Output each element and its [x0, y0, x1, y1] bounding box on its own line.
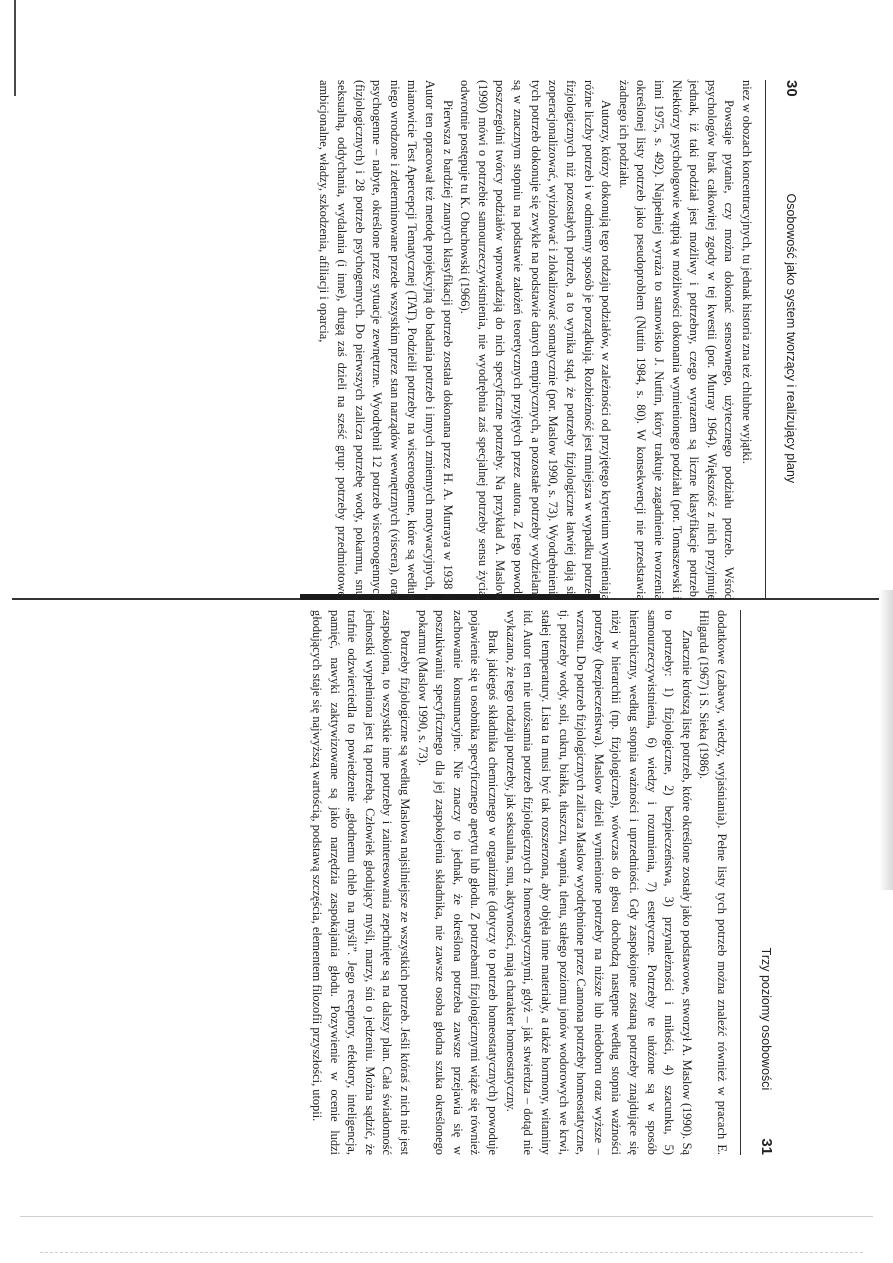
paragraph: Powstaje pytanie, czy można dokonać sensownego, użytecznego podziału potrzeb. Wśród psychologów brak całkowitej zgody w tej kwestii (por. Murray 1964). Większość z nich przyjmuje jednak, iż taki podział jest możliwy i potrzebny, czego wyrazem są liczne klasyfikacje potrzeb. Niektórzy psychologowie wątpią w możliwości dokonania wymienionego podziału (por. Tomaszewski i inni 1975, s. 492). Najpełniej wyraża to stanowisko J. Nuttin, który traktuje zagadnienie tworzenia określonej listy potrzeb jako pseudoproblem (Nuttin 1984, s. 80). W konsekwencji nie przedstawia żadnego ich podziału. [616, 80, 737, 600]
scan-edge-dashes [40, 1252, 863, 1253]
paragraph: Potrzeby fizjologiczne są według Maslowa najsilniejsze ze wszystkich potrzeb. Jeśli któraś z nich nie jest zaspokojona, to wszystkie inne potrzeby i zainteresowania zepchnięte są na dalszy plan. Cała świadomość jednostki wypełniona jest tą potrzebą. Człowiek głodujący myśli, marzy, śni o jedzeniu. Można sądzić, że trafnie odzwierciedla to powiedzenie „głodnemu chleb na myśli”. Jego receptory, efektory, inteligencja, pamięć, nawyki zaktywizowane są jako narzędzia zaspokajania głodu. Pozywienie w ocenie ludzi głodujących staje się najwyższą wartością, podstawą szczęścia, elementem filozofii przyszłości, utopii. [309, 610, 413, 1155]
right-page-text [307, 610, 730, 1155]
paragraph: Znacznie krótszą listę potrzeb, które określone zostały jako podstawowe, stworzył A. Maslow (1990). Są to potrzeby: 1) fizjologiczne, 2) bezpieczeństwa, 3) przynależności i miłości, 4) szacunku, 5) samourzeczywistnienia, 6) wiedzy i rozumienia, 7) estetyczne. Potrzeby te ułożone są w sposób hierarchiczny, według stopnia ważności i uprzedniości. Gdy zaspokojone zostaną potrzeby znajdujące się niżej w hierarchii (np. fizjologiczne), wówczas do głosu dochodzą następne według stopnia ważności potrzeby (bezpieczeństwa). Maslow dzieli wymienione potrzeby na niższe lub niedoboru oraz wyższe – wzrostu. Do potrzeb fizjologicznych zalicza Maslow wyodrębnione przez Cannona potrzeby homeostatyczne, tj. potrzeby wody, soli, cukru, białka, tłuszczu, wapnia, tlenu, stałego poziomu jonów wodorowych we krwi, stałej temperatury. Lista ta musi być tak rozszerzona, aby objęła inne materiały, a także hormony, witaminy itd. Autor ten nie utożsamia potrzeb fizjologicznych z homeostatycznymi, gdyż – jak stwierdza – dotąd nie wykazano, że tego rodzaju potrzeby, jak seksualna, snu, aktywności, mają charakter homeostatyczny. [503, 610, 694, 1155]
scan-edge-bottom [20, 1216, 873, 1217]
right-running-title: Trzy poziomy osobowości [759, 947, 773, 1091]
right-page-number: 31 [758, 1138, 775, 1155]
paragraph: niez w obozach koncentracyjnych, tu jednak historia zna też chlubne wyjątki. [740, 80, 754, 464]
paragraph: dodatkowe (zabawy, wiedzy, wyjaśniania). Pełne listy tych potrzeb można znaleźć również w pracach E. Hilgarda (1967) i S. Siekа (1986). [697, 610, 729, 1155]
scan-edge-top [14, 0, 16, 96]
left-running-title: Osobowość jako system tworzący i realizujący plany [784, 193, 798, 484]
page-edge-shadow [879, 590, 893, 890]
right-page [15, 610, 775, 1155]
right-running-head [740, 610, 775, 1155]
paragraph: Brak jakiegoś składnika chemicznego w organizmie (dotyczy to potrzeb homeostatycznych) powoduje pojawienie się u osobnika specyficznego apetytu lub głodu. Z potrzebami fizjologicznymi wiąże się również zachowanie konsumacyjne. Nie znaczy to jednak, że określona potrzeba zawsze przejawia się w poszukiwaniu specyficznego dla jej zaspokojenia składnika, nie zawsze osoba głodna szuka określonego pokarmu (Maslow 1990, s. 73). [415, 610, 501, 1155]
left-page-text [315, 80, 755, 600]
paragraph: Pierwsza z bardziej znanych klasyfikacji potrzeb została dokonana przez H. A. Murraya w 1938 r. Autor ten opracował też metodę projekcyjną do badania potrzeb i innych zmiennych motywacyjnych, a mianowicie Test Apercepcji Tematycznej (TAT). Podzielił potrzeby na wisceroogenne, które są według niego wrodzone i zdeterminowane przede wszystkim przez stan narządów wewnętrznych (viscera), oraz psychogenne – nabyte, określone przez sytuacje zewnętrzne. Wyodrębnił 12 potrzeb wisceroogennych (fizjologicznych) i 28 potrzeb psychogennych. Do pierwszych zalicza potrzebę wody, pokarmu, snu, seksualną, oddychania, wydalania (i inne), drugą zaś dzieli na sześć grup: potrzeby przedmiotowe, ambicjonalne, władzy, szkodzenia, afiliacji i oparcia, [317, 80, 455, 600]
paragraph: Autorzy, którzy dokonują tego rodzaju podziałów, w zależności od przyjętego kryterium wymieniają różne liczby potrzeb i w odmienny sposób je porządkują. Rozbieżność jest mniejsza w wypadku potrzeb fizjologicznych niż pozostałych potrzeb, a to wynika stąd, że potrzeby fizjologiczne łatwiej dają się zoperacjonalizować, wyizolować i zlokalizować somatycznie (por. Maslow 1990, s. 73). Wyodrębnienie tych potrzeb dokonuje się zwykle na podstawie danych empirycznych, a pozostałe potrzeby wydzielane są w znacznym stopniu na podstawie założeń teoretycznych przyjętych przez autora. Z tego powodu poszczególni twórcy podziałów wprowadzają do nich specyficzne potrzeby. Na przykład A. Maslow (1990) mówi o potrzebie samourzeczywistnienia, nie wyodrębnia zaś specjalnej potrzeby sensu życia; odwrotnie postępuje tu K. Obuchowski (1966). [458, 80, 614, 600]
left-page-number: 30 [783, 80, 800, 97]
left-page [20, 80, 800, 600]
left-running-head [765, 80, 800, 600]
